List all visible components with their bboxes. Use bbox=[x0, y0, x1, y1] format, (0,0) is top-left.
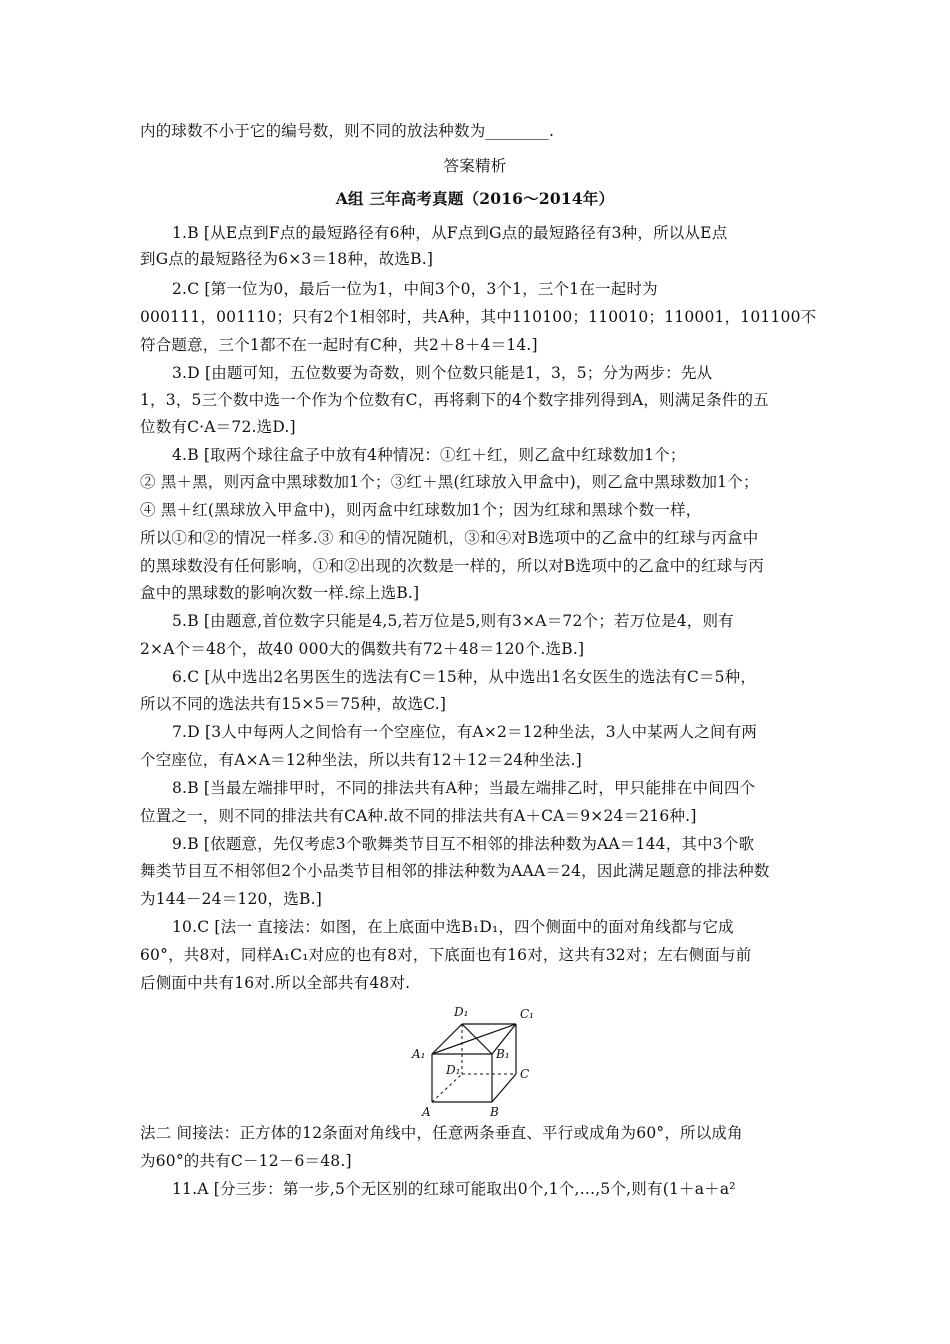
vertex-label-a: A bbox=[422, 1105, 431, 1118]
text-line: 符合题意，三个1都不在一起时有C种，共2＋8＋4＝14.] bbox=[140, 336, 538, 354]
vertex-label-a1: A₁ bbox=[412, 1047, 426, 1061]
answer-7: 7.D [3人中每两人之间恰有一个空座位，有A×2＝12种坐法，3人中某两人之间有两 bbox=[172, 723, 758, 741]
vertex-label-c1: C₁ bbox=[520, 1007, 534, 1021]
text-line: 个空座位，有A×A＝12种坐法，所以共有12＋12＝24种坐法.] bbox=[140, 751, 582, 769]
answer-4: 4.B [取两个球往盒子中放有4种情况：①红＋红，则乙盒中红球数加1个； bbox=[172, 446, 686, 464]
text-line: 60°，共8对，同样A₁C₁对应的也有8对，下底面也有16对，这共有32对；左右侧面与前 bbox=[140, 946, 752, 964]
vertex-label-b1: B₁ bbox=[496, 1047, 510, 1061]
answer-10: 10.C [法一 直接法：如图，在上底面中选B₁D₁，四个侧面中的面对角线都与它成 bbox=[172, 918, 734, 936]
vertex-label-c: C bbox=[520, 1067, 530, 1081]
answer-9: 9.B [依题意，先仅考虑3个歌舞类节目互不相邻的排法种数为AA＝144，其中3个歌 bbox=[172, 835, 755, 853]
text-line: 为60°的共有C－12－6＝48.] bbox=[140, 1152, 352, 1170]
text-line: ④ 黑＋红(黑球放入甲盒中)，则丙盒中红球数加1个；因为红球和黑球个数一样， bbox=[140, 501, 702, 519]
section-heading: 答案精析 bbox=[443, 157, 507, 175]
text-line: 位数有C·A＝72.选D.] bbox=[140, 418, 296, 436]
vertex-label-d: D₁ bbox=[446, 1063, 461, 1077]
text-line: 位置之一，则不同的排法共有CA种.故不同的排法共有A＋CA＝9×24＝216种.] bbox=[140, 807, 697, 825]
text-line: ② 黑＋黑，则丙盒中黑球数加1个；③红＋黑(红球放入甲盒中)，则乙盒中黑球数加1个； bbox=[140, 473, 759, 491]
vertex-label-d1: D₁ bbox=[454, 1005, 469, 1019]
text-line: 为144－24＝120，选B.] bbox=[140, 890, 322, 908]
text-line: 所以不同的选法共有15×5＝75种，故选C.] bbox=[140, 695, 447, 713]
answer-3: 3.D [由题可知，五位数要为奇数，则个位数只能是1，3，5；分为两步：先从 bbox=[172, 364, 713, 382]
text-line: 内的球数不小于它的编号数，则不同的放法种数为________. bbox=[140, 122, 555, 140]
text-line: 法二 间接法：正方体的12条面对角线中，任意两条垂直、平行或成角为60°，所以成角 bbox=[140, 1124, 743, 1142]
answer-2: 2.C [第一位为0，最后一位为1，中间3个0，3个1，三个1在一起时为 bbox=[172, 280, 658, 298]
text-line: 到G点的最短路径为6×3＝18种，故选B.] bbox=[140, 250, 434, 268]
group-heading: A组 三年高考真题（2016～2014年） bbox=[335, 189, 615, 208]
cube-figure bbox=[410, 994, 540, 1118]
text-line: 所以①和②的情况一样多.③ 和④的情况随机，③和④对B选项中的乙盒中的红球与丙盒中 bbox=[140, 529, 759, 547]
text-line: 后侧面中共有16对.所以全部共有48对. bbox=[140, 974, 411, 992]
text-line: 2×A个＝48个，故40 000大的偶数共有72＋48＝120个.选B.] bbox=[140, 640, 585, 658]
answer-8: 8.B [当最左端排甲时，不同的排法共有A种；当最左端排乙时，甲只能排在中间四个 bbox=[172, 779, 756, 797]
answer-1: 1.B [从E点到F点的最短路径有6种，从F点到G点的最短路径有3种，所以从E点 bbox=[172, 224, 728, 242]
text-line: 000111，001110；只有2个1相邻时，共A种，其中110100；110010；110001，101100不 bbox=[140, 308, 817, 326]
answer-11: 11.A [分三步：第一步,5个无区别的红球可能取出0个,1个,…,5个,则有(1＋a＋a² bbox=[172, 1180, 736, 1198]
vertex-label-b: B bbox=[490, 1105, 499, 1118]
text-line: 舞类节目互不相邻但2个小品类节目相邻的排法种数为AAA＝24，因此满足题意的排法种数 bbox=[140, 862, 770, 880]
answer-5: 5.B [由题意,首位数字只能是4,5,若万位是5,则有3×A＝72个；若万位是4，则有 bbox=[172, 612, 734, 630]
text-line: 盒中的黑球数的影响次数一样.综上选B.] bbox=[140, 584, 420, 602]
text-line: 1，3，5三个数中选一个作为个位数有C，再将剩下的4个数字排列得到A，则满足条件的五 bbox=[140, 391, 769, 409]
text-line: 的黑球数没有任何影响，①和②出现的次数是一样的，所以对B选项中的乙盒中的红球与丙 bbox=[140, 557, 764, 575]
answer-6: 6.C [从中选出2名男医生的选法有C＝15种，从中选出1名女医生的选法有C＝5种， bbox=[172, 668, 757, 686]
